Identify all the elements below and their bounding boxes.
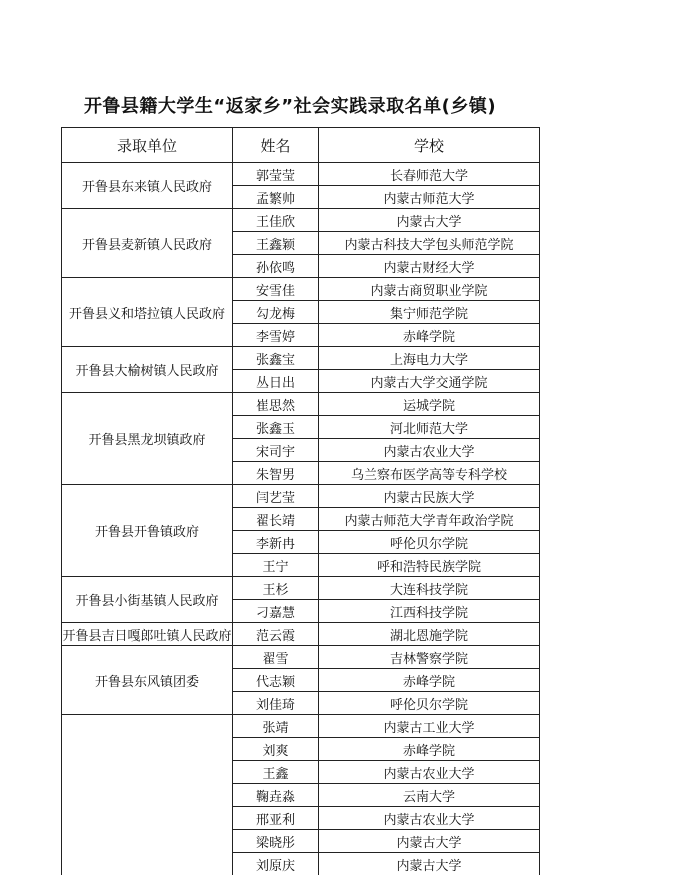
student-name-cell: 勾龙梅 xyxy=(233,301,319,324)
admission-table xyxy=(61,127,540,875)
school-cell: 内蒙古大学 xyxy=(319,209,540,232)
student-name-cell: 代志颖 xyxy=(233,669,319,692)
unit-cell: 开鲁县麦新镇人民政府 xyxy=(62,209,233,278)
student-name-cell: 王宁 xyxy=(233,554,319,577)
school-cell: 云南大学 xyxy=(319,784,540,807)
student-name-cell: 安雪佳 xyxy=(233,278,319,301)
unit-cell: 开鲁县东来镇人民政府 xyxy=(62,163,233,209)
page-title: 开鲁县籍大学生“返家乡”社会实践录取名单(乡镇) xyxy=(83,96,497,117)
student-name-cell: 朱智男 xyxy=(233,462,319,485)
student-name-cell: 李雪婷 xyxy=(233,324,319,347)
student-name-cell: 张鑫玉 xyxy=(233,416,319,439)
school-cell: 内蒙古大学 xyxy=(319,853,540,876)
student-name-cell: 孟繁帅 xyxy=(233,186,319,209)
student-name-cell: 梁晓彤 xyxy=(233,830,319,853)
unit-cell: 开鲁县小街基镇人民政府 xyxy=(62,577,233,623)
unit-cell: 开鲁县义和塔拉镇人民政府 xyxy=(62,278,233,347)
student-name-cell: 范云霞 xyxy=(233,623,319,646)
header-unit: 录取单位 xyxy=(62,128,233,163)
student-name-cell: 闫艺莹 xyxy=(233,485,319,508)
student-name-cell: 王杉 xyxy=(233,577,319,600)
table-body xyxy=(62,163,540,876)
table-row xyxy=(62,163,540,186)
school-cell: 内蒙古农业大学 xyxy=(319,761,540,784)
school-cell: 运城学院 xyxy=(319,393,540,416)
school-cell: 呼和浩特民族学院 xyxy=(319,554,540,577)
student-name-cell: 王佳欣 xyxy=(233,209,319,232)
header-school: 学校 xyxy=(319,128,540,163)
school-cell: 内蒙古师范大学 xyxy=(319,186,540,209)
table-header-row xyxy=(62,128,540,163)
unit-cell: 开鲁县黑龙坝镇政府 xyxy=(62,393,233,485)
student-name-cell: 鞠垚淼 xyxy=(233,784,319,807)
table-row xyxy=(62,393,540,416)
table-row xyxy=(62,577,540,600)
school-cell: 乌兰察布医学高等专科学校 xyxy=(319,462,540,485)
student-name-cell: 丛日出 xyxy=(233,370,319,393)
school-cell: 内蒙古师范大学青年政治学院 xyxy=(319,508,540,531)
student-name-cell: 王鑫颖 xyxy=(233,232,319,255)
school-cell: 内蒙古商贸职业学院 xyxy=(319,278,540,301)
unit-cell xyxy=(62,715,233,876)
unit-cell: 开鲁县大榆树镇人民政府 xyxy=(62,347,233,393)
school-cell: 河北师范大学 xyxy=(319,416,540,439)
school-cell: 呼伦贝尔学院 xyxy=(319,692,540,715)
table-row xyxy=(62,485,540,508)
student-name-cell: 翟长靖 xyxy=(233,508,319,531)
student-name-cell: 崔思然 xyxy=(233,393,319,416)
school-cell: 大连科技学院 xyxy=(319,577,540,600)
school-cell: 赤峰学院 xyxy=(319,324,540,347)
student-name-cell: 郭莹莹 xyxy=(233,163,319,186)
school-cell: 内蒙古大学交通学院 xyxy=(319,370,540,393)
school-cell: 赤峰学院 xyxy=(319,669,540,692)
table-row xyxy=(62,209,540,232)
student-name-cell: 刘爽 xyxy=(233,738,319,761)
student-name-cell: 邢亚利 xyxy=(233,807,319,830)
school-cell: 上海电力大学 xyxy=(319,347,540,370)
student-name-cell: 张靖 xyxy=(233,715,319,738)
table-row xyxy=(62,623,540,646)
unit-cell: 开鲁县吉日嘎郎吐镇人民政府 xyxy=(62,623,233,646)
school-cell: 呼伦贝尔学院 xyxy=(319,531,540,554)
unit-cell: 开鲁县东风镇团委 xyxy=(62,646,233,715)
school-cell: 内蒙古大学 xyxy=(319,830,540,853)
student-name-cell: 刁嘉慧 xyxy=(233,600,319,623)
student-name-cell: 孙依鸣 xyxy=(233,255,319,278)
school-cell: 赤峰学院 xyxy=(319,738,540,761)
school-cell: 内蒙古农业大学 xyxy=(319,807,540,830)
table-row xyxy=(62,278,540,301)
school-cell: 江西科技学院 xyxy=(319,600,540,623)
student-name-cell: 李新冉 xyxy=(233,531,319,554)
school-cell: 湖北恩施学院 xyxy=(319,623,540,646)
table-row xyxy=(62,347,540,370)
student-name-cell: 刘原庆 xyxy=(233,853,319,876)
school-cell: 内蒙古科技大学包头师范学院 xyxy=(319,232,540,255)
school-cell: 内蒙古民族大学 xyxy=(319,485,540,508)
student-name-cell: 翟雪 xyxy=(233,646,319,669)
school-cell: 吉林警察学院 xyxy=(319,646,540,669)
school-cell: 内蒙古农业大学 xyxy=(319,439,540,462)
school-cell: 内蒙古财经大学 xyxy=(319,255,540,278)
table-row xyxy=(62,715,540,738)
school-cell: 长春师范大学 xyxy=(319,163,540,186)
table-row xyxy=(62,646,540,669)
school-cell: 内蒙古工业大学 xyxy=(319,715,540,738)
student-name-cell: 宋司宇 xyxy=(233,439,319,462)
header-name: 姓名 xyxy=(233,128,319,163)
unit-cell: 开鲁县开鲁镇政府 xyxy=(62,485,233,577)
school-cell: 集宁师范学院 xyxy=(319,301,540,324)
student-name-cell: 刘佳琦 xyxy=(233,692,319,715)
student-name-cell: 王鑫 xyxy=(233,761,319,784)
student-name-cell: 张鑫宝 xyxy=(233,347,319,370)
